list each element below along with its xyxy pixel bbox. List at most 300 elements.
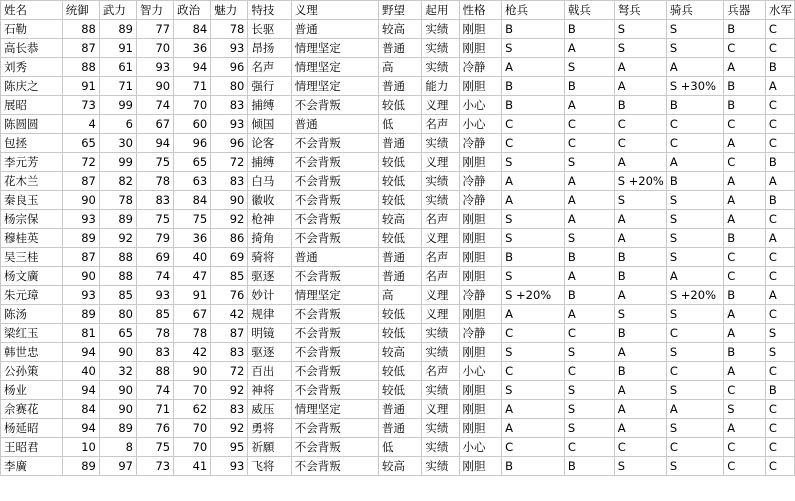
table-cell: 名声: [422, 267, 459, 286]
table-cell: 93: [211, 115, 248, 134]
table-cell: A: [564, 96, 614, 115]
table-cell: 93: [211, 39, 248, 58]
table-cell: 96: [174, 134, 211, 153]
table-cell: S: [666, 457, 723, 476]
officer-name-cell: 包拯: [1, 134, 63, 153]
table-row: [1, 381, 795, 400]
table-row: [1, 134, 795, 153]
table-cell: 97: [99, 457, 136, 476]
column-header: 武力: [99, 1, 136, 20]
table-cell: C: [564, 438, 614, 457]
column-header: 魅力: [211, 1, 248, 20]
table-cell: 87: [62, 248, 99, 267]
table-cell: A: [614, 210, 666, 229]
table-cell: A: [724, 172, 766, 191]
table-cell: 小心: [459, 115, 502, 134]
table-cell: 75: [136, 210, 173, 229]
table-cell: 刚胆: [459, 381, 502, 400]
table-cell: 名声: [422, 248, 459, 267]
table-cell: 祈願: [248, 438, 291, 457]
table-cell: 实绩: [422, 39, 459, 58]
table-cell: 情理坚定: [291, 286, 378, 305]
table-cell: S: [502, 229, 565, 248]
table-cell: S +20%: [666, 286, 723, 305]
table-cell: B: [765, 381, 794, 400]
officer-name-cell: 韩世忠: [1, 343, 63, 362]
table-cell: C: [724, 248, 766, 267]
table-cell: 74: [136, 267, 173, 286]
officer-name-cell: 吴三桂: [1, 248, 63, 267]
table-row: [1, 400, 795, 419]
column-header: 弩兵: [614, 1, 666, 20]
table-cell: 不会背叛: [291, 191, 378, 210]
table-cell: C: [666, 115, 723, 134]
table-cell: C: [724, 457, 766, 476]
table-cell: 不会背叛: [291, 419, 378, 438]
table-cell: 99: [99, 96, 136, 115]
table-cell: C: [724, 438, 766, 457]
table-cell: 91: [174, 286, 211, 305]
table-cell: A: [502, 305, 565, 324]
table-cell: S: [666, 39, 723, 58]
table-cell: S: [666, 191, 723, 210]
table-cell: 高: [378, 286, 421, 305]
table-cell: B: [614, 324, 666, 343]
table-cell: S: [666, 343, 723, 362]
table-cell: 不会背叛: [291, 172, 378, 191]
table-cell: A: [564, 172, 614, 191]
table-cell: 94: [62, 419, 99, 438]
table-cell: 72: [62, 153, 99, 172]
table-cell: S: [564, 343, 614, 362]
column-header: 性格: [459, 1, 502, 20]
table-cell: B: [564, 286, 614, 305]
table-cell: 76: [211, 286, 248, 305]
table-row: [1, 39, 795, 58]
officer-name-cell: 展昭: [1, 96, 63, 115]
table-cell: B: [502, 96, 565, 115]
table-cell: 不会背叛: [291, 134, 378, 153]
table-cell: A: [564, 267, 614, 286]
table-cell: S: [564, 400, 614, 419]
table-cell: B: [502, 20, 565, 39]
table-cell: 86: [211, 229, 248, 248]
table-cell: A: [724, 362, 766, 381]
table-cell: 较高: [378, 343, 421, 362]
table-cell: 昂扬: [248, 39, 291, 58]
table-cell: 75: [174, 210, 211, 229]
table-cell: 实绩: [422, 191, 459, 210]
table-cell: S: [614, 457, 666, 476]
table-cell: B: [724, 286, 766, 305]
table-cell: S: [614, 39, 666, 58]
table-cell: 勇将: [248, 419, 291, 438]
table-cell: B: [765, 153, 794, 172]
table-cell: 普通: [378, 39, 421, 58]
table-cell: 不会背叛: [291, 229, 378, 248]
table-cell: S: [666, 305, 723, 324]
table-cell: S: [502, 267, 565, 286]
table-cell: 83: [136, 343, 173, 362]
table-cell: 30: [99, 134, 136, 153]
table-cell: 88: [99, 248, 136, 267]
table-cell: C: [765, 20, 794, 39]
table-cell: 75: [136, 438, 173, 457]
officer-name-cell: 李元芳: [1, 153, 63, 172]
table-cell: C: [666, 324, 723, 343]
table-cell: 92: [211, 381, 248, 400]
table-cell: 实绩: [422, 343, 459, 362]
table-cell: 62: [174, 400, 211, 419]
column-header: 戟兵: [564, 1, 614, 20]
table-cell: B: [614, 248, 666, 267]
officer-name-cell: 王昭君: [1, 438, 63, 457]
table-cell: C: [564, 362, 614, 381]
officer-name-cell: 陈庆之: [1, 77, 63, 96]
table-cell: 69: [211, 248, 248, 267]
table-cell: B: [502, 248, 565, 267]
table-cell: C: [724, 153, 766, 172]
table-cell: 冷静: [459, 172, 502, 191]
table-cell: 骑将: [248, 248, 291, 267]
table-cell: A: [564, 210, 614, 229]
column-header: 义理: [291, 1, 378, 20]
table-cell: 普通: [378, 134, 421, 153]
table-cell: 捕缚: [248, 96, 291, 115]
table-cell: 72: [211, 362, 248, 381]
officer-name-cell: 杨业: [1, 381, 63, 400]
table-cell: B: [666, 96, 723, 115]
officer-name-cell: 刘秀: [1, 58, 63, 77]
table-cell: 73: [136, 457, 173, 476]
table-cell: S: [564, 153, 614, 172]
table-cell: 普通: [291, 20, 378, 39]
table-cell: 冷静: [459, 58, 502, 77]
officer-name-cell: 石勒: [1, 20, 63, 39]
table-cell: 较低: [378, 229, 421, 248]
table-cell: 驱逐: [248, 267, 291, 286]
table-cell: A: [502, 172, 565, 191]
table-cell: A: [614, 400, 666, 419]
officer-name-cell: 穆桂英: [1, 229, 63, 248]
table-cell: 驱逐: [248, 343, 291, 362]
table-cell: 78: [99, 191, 136, 210]
table-cell: 低: [378, 438, 421, 457]
table-cell: 百出: [248, 362, 291, 381]
table-cell: 65: [99, 324, 136, 343]
table-cell: A: [564, 305, 614, 324]
table-cell: C: [765, 96, 794, 115]
table-cell: 85: [136, 305, 173, 324]
table-cell: S: [502, 381, 565, 400]
table-cell: C: [502, 438, 565, 457]
table-cell: 明镜: [248, 324, 291, 343]
table-cell: C: [765, 305, 794, 324]
table-cell: 普通: [291, 115, 378, 134]
table-row: [1, 77, 795, 96]
column-header: 骑兵: [666, 1, 723, 20]
table-cell: 90: [62, 191, 99, 210]
column-header: 水军: [765, 1, 794, 20]
table-cell: 78: [174, 324, 211, 343]
table-cell: A: [724, 305, 766, 324]
table-cell: 78: [136, 324, 173, 343]
table-cell: S: [502, 153, 565, 172]
table-cell: B: [724, 20, 766, 39]
table-cell: 78: [136, 172, 173, 191]
table-cell: 刚胆: [459, 20, 502, 39]
table-cell: A: [666, 267, 723, 286]
table-cell: C: [724, 381, 766, 400]
table-cell: 70: [174, 419, 211, 438]
table-cell: A: [765, 286, 794, 305]
table-cell: B: [564, 248, 614, 267]
table-cell: 87: [211, 324, 248, 343]
table-cell: C: [765, 457, 794, 476]
table-cell: 76: [136, 419, 173, 438]
table-cell: S: [564, 381, 614, 400]
table-cell: 普通: [378, 400, 421, 419]
table-cell: C: [614, 438, 666, 457]
table-cell: 83: [136, 191, 173, 210]
table-cell: 较低: [378, 362, 421, 381]
table-cell: 较低: [378, 324, 421, 343]
table-cell: 92: [211, 210, 248, 229]
table-cell: A: [502, 400, 565, 419]
table-cell: 71: [174, 77, 211, 96]
table-cell: 60: [174, 115, 211, 134]
table-cell: 名声: [422, 115, 459, 134]
table-cell: 实绩: [422, 381, 459, 400]
table-cell: C: [502, 115, 565, 134]
table-cell: 威压: [248, 400, 291, 419]
table-row: [1, 229, 795, 248]
table-cell: 74: [136, 381, 173, 400]
table-cell: 刚胆: [459, 400, 502, 419]
table-row: [1, 324, 795, 343]
table-cell: 70: [136, 39, 173, 58]
table-cell: 93: [211, 457, 248, 476]
table-cell: 冷静: [459, 134, 502, 153]
table-cell: 83: [211, 343, 248, 362]
table-cell: 情理坚定: [291, 77, 378, 96]
table-cell: 75: [136, 153, 173, 172]
table-cell: S: [666, 20, 723, 39]
table-cell: B: [724, 229, 766, 248]
table-row: [1, 438, 795, 457]
table-cell: 93: [136, 286, 173, 305]
table-cell: 刚胆: [459, 248, 502, 267]
table-cell: 90: [99, 343, 136, 362]
table-cell: 65: [174, 153, 211, 172]
table-row: [1, 210, 795, 229]
table-cell: C: [666, 134, 723, 153]
table-cell: C: [614, 134, 666, 153]
table-cell: C: [724, 267, 766, 286]
table-cell: 较高: [378, 457, 421, 476]
table-cell: C: [564, 324, 614, 343]
table-cell: 71: [99, 77, 136, 96]
table-cell: 实绩: [422, 20, 459, 39]
table-cell: 96: [211, 134, 248, 153]
table-cell: A: [614, 153, 666, 172]
table-cell: S +30%: [666, 77, 723, 96]
table-cell: 94: [174, 58, 211, 77]
table-cell: 40: [62, 362, 99, 381]
table-cell: B: [564, 77, 614, 96]
table-cell: C: [765, 115, 794, 134]
table-cell: A: [765, 172, 794, 191]
table-cell: 36: [174, 229, 211, 248]
table-cell: 不会背叛: [291, 210, 378, 229]
table-cell: 84: [174, 191, 211, 210]
table-cell: 83: [211, 96, 248, 115]
table-cell: A: [724, 58, 766, 77]
table-cell: B: [724, 96, 766, 115]
table-cell: 刚胆: [459, 457, 502, 476]
table-cell: C: [765, 419, 794, 438]
table-cell: 冷静: [459, 286, 502, 305]
table-cell: 不会背叛: [291, 381, 378, 400]
table-cell: S: [614, 305, 666, 324]
table-cell: 名声: [422, 210, 459, 229]
table-cell: S +20%: [614, 172, 666, 191]
table-cell: 90: [99, 400, 136, 419]
table-cell: 小心: [459, 438, 502, 457]
table-cell: A: [502, 419, 565, 438]
table-cell: 义理: [422, 153, 459, 172]
table-cell: 90: [174, 362, 211, 381]
table-row: [1, 248, 795, 267]
table-cell: A: [502, 191, 565, 210]
table-cell: 47: [174, 267, 211, 286]
table-cell: 80: [99, 305, 136, 324]
table-cell: 捕缚: [248, 153, 291, 172]
table-cell: 刚胆: [459, 153, 502, 172]
table-cell: B: [765, 58, 794, 77]
table-row: [1, 191, 795, 210]
table-cell: A: [765, 229, 794, 248]
table-cell: A: [724, 191, 766, 210]
table-row: [1, 362, 795, 381]
table-cell: A: [614, 381, 666, 400]
table-cell: C: [765, 210, 794, 229]
table-cell: A: [724, 210, 766, 229]
table-cell: S: [666, 248, 723, 267]
table-cell: 87: [62, 39, 99, 58]
table-cell: 不会背叛: [291, 153, 378, 172]
table-cell: 不会背叛: [291, 324, 378, 343]
table-cell: A: [614, 419, 666, 438]
table-cell: 92: [99, 229, 136, 248]
table-cell: S +20%: [502, 286, 565, 305]
table-cell: 84: [174, 20, 211, 39]
table-cell: B: [564, 20, 614, 39]
table-cell: 89: [62, 305, 99, 324]
table-cell: 88: [62, 58, 99, 77]
table-cell: 91: [99, 39, 136, 58]
table-cell: A: [614, 343, 666, 362]
table-cell: 较低: [378, 305, 421, 324]
table-cell: S: [666, 210, 723, 229]
table-cell: 冷静: [459, 191, 502, 210]
table-cell: 较低: [378, 153, 421, 172]
table-cell: 神将: [248, 381, 291, 400]
table-cell: 6: [99, 115, 136, 134]
column-header: 特技: [248, 1, 291, 20]
table-cell: B: [614, 267, 666, 286]
table-cell: C: [502, 134, 565, 153]
table-cell: 89: [62, 229, 99, 248]
table-cell: 实绩: [422, 172, 459, 191]
table-cell: 85: [211, 267, 248, 286]
table-cell: C: [724, 115, 766, 134]
table-cell: A: [765, 77, 794, 96]
column-header: 起用: [422, 1, 459, 20]
table-cell: B: [666, 172, 723, 191]
table-cell: 87: [62, 172, 99, 191]
table-cell: 实绩: [422, 324, 459, 343]
table-row: [1, 457, 795, 476]
table-cell: 普通: [378, 419, 421, 438]
table-cell: C: [502, 324, 565, 343]
table-cell: B: [614, 362, 666, 381]
table-cell: A: [614, 77, 666, 96]
column-header: 统御: [62, 1, 99, 20]
table-cell: C: [765, 400, 794, 419]
table-cell: 规律: [248, 305, 291, 324]
table-cell: 90: [136, 77, 173, 96]
table-cell: 义理: [422, 286, 459, 305]
table-cell: B: [724, 77, 766, 96]
table-cell: 84: [62, 400, 99, 419]
table-cell: 普通: [378, 248, 421, 267]
table-cell: 刚胆: [459, 210, 502, 229]
table-cell: C: [564, 134, 614, 153]
table-cell: 刚胆: [459, 267, 502, 286]
table-cell: 妙计: [248, 286, 291, 305]
table-cell: 40: [174, 248, 211, 267]
table-cell: 刚胆: [459, 343, 502, 362]
table-cell: 小心: [459, 96, 502, 115]
table-cell: 91: [62, 77, 99, 96]
table-cell: S: [666, 419, 723, 438]
table-cell: 徽收: [248, 191, 291, 210]
table-cell: B: [724, 343, 766, 362]
table-cell: 枪神: [248, 210, 291, 229]
table-row: [1, 343, 795, 362]
table-cell: 36: [174, 39, 211, 58]
table-cell: A: [724, 419, 766, 438]
table-cell: 70: [174, 96, 211, 115]
table-cell: 71: [136, 400, 173, 419]
table-cell: 89: [99, 20, 136, 39]
table-cell: 88: [99, 267, 136, 286]
officer-name-cell: 陈汤: [1, 305, 63, 324]
table-cell: 88: [136, 362, 173, 381]
table-cell: 实绩: [422, 419, 459, 438]
table-cell: C: [765, 134, 794, 153]
table-cell: S: [502, 343, 565, 362]
table-cell: 32: [99, 362, 136, 381]
table-cell: 65: [62, 134, 99, 153]
table-cell: 普通: [378, 77, 421, 96]
table-cell: 较高: [378, 210, 421, 229]
table-row: [1, 267, 795, 286]
table-cell: S: [614, 191, 666, 210]
table-cell: 4: [62, 115, 99, 134]
table-cell: 强行: [248, 77, 291, 96]
